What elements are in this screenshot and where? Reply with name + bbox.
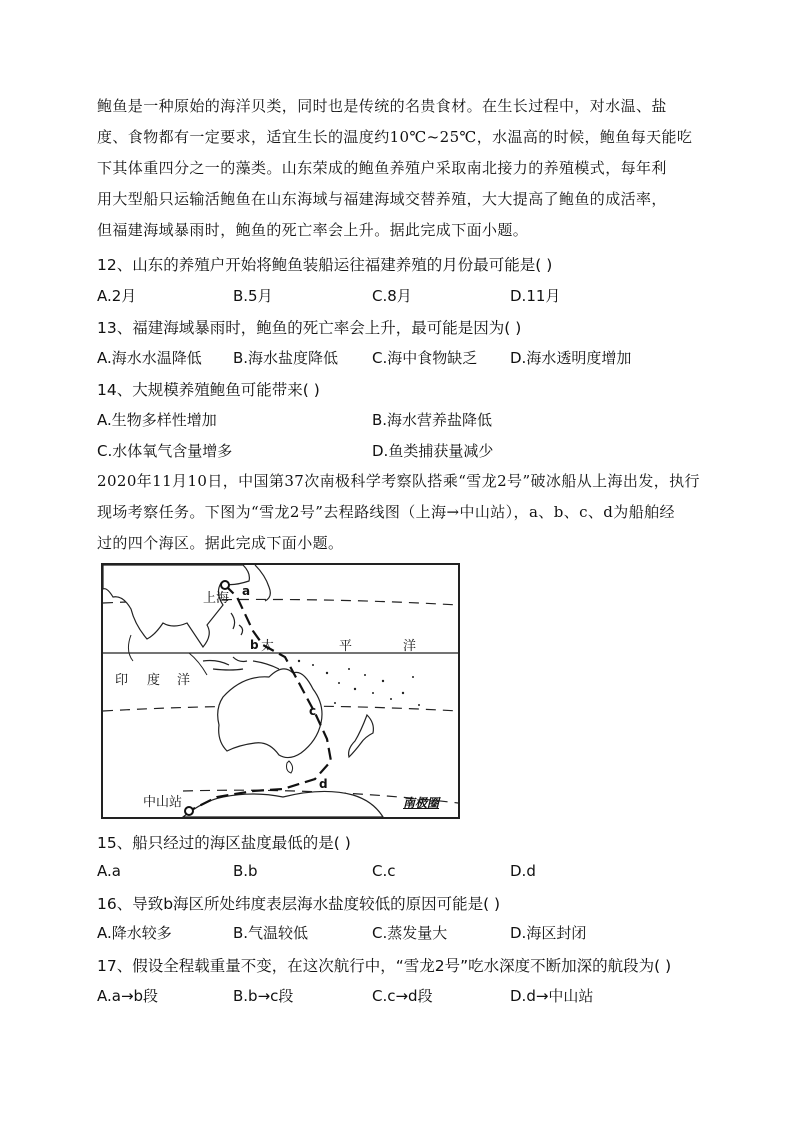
q14-option-a[interactable]: A.生物多样性增加 [97, 411, 217, 429]
japan-islands [255, 565, 270, 601]
q12-option-d[interactable]: D.11月 [510, 287, 561, 305]
point-a-label: a [242, 584, 251, 598]
q14-option-c[interactable]: C.水体氧气含量增多 [97, 442, 233, 460]
q16-option-c[interactable]: C.蒸发量大 [372, 924, 448, 942]
q15-option-c[interactable]: C.c [372, 862, 396, 880]
passage-line: 但福建海域暴雨时，鲍鱼的死亡率会上升。据此完成下面小题。 [97, 221, 529, 239]
shanghai-label: 上海 [203, 591, 230, 606]
q17-option-c[interactable]: C.c→d段 [372, 987, 433, 1005]
point-d-label: d [319, 777, 328, 791]
q12-option-a[interactable]: A.2月 [97, 287, 137, 305]
q13-option-c[interactable]: C.海中食物缺乏 [372, 349, 478, 367]
question-15: 15、船只经过的海区盐度最低的是( ) [97, 834, 351, 852]
passage-line: 鲍鱼是一种原始的海洋贝类，同时也是传统的名贵食材。在生长过程中，对水温、盐 [97, 97, 667, 115]
new-zealand [349, 715, 374, 757]
indian-label-1: 印 [115, 673, 129, 688]
q16-option-b[interactable]: B.气温较低 [233, 924, 309, 942]
pacific-label-3: 洋 [403, 639, 417, 654]
australia-landmass [218, 669, 322, 758]
q12-option-b[interactable]: B.5月 [233, 287, 273, 305]
passage-line: 度、食物都有一定要求，适宜生长的温度约10℃~25℃，水温高的时候，鲍鱼每天能吃 [97, 128, 693, 146]
q15-option-b[interactable]: B.b [233, 862, 258, 880]
q13-option-b[interactable]: B.海水盐度降低 [233, 349, 339, 367]
q17-option-d[interactable]: D.d→中山站 [510, 987, 594, 1005]
antarctic-circle-label: 南极圈 [403, 796, 440, 810]
pacific-label-2: 平 [339, 639, 353, 654]
question-17: 17、假设全程载重量不变，在这次航行中，“雪龙2号”吃水深度不断加深的航段为( ) [97, 957, 672, 975]
indian-label-3: 洋 [177, 673, 191, 688]
sumatra [189, 653, 207, 675]
zhongshan-label: 中山站 [143, 795, 183, 810]
q16-option-a[interactable]: A.降水较多 [97, 924, 172, 942]
point-b-label: b [250, 638, 259, 652]
q13-option-d[interactable]: D.海水透明度增加 [510, 349, 632, 367]
question-16: 16、导致b海区所处纬度表层海水盐度较低的原因可能是( ) [97, 895, 501, 913]
point-c-label: c [309, 704, 317, 718]
q14-option-b[interactable]: B.海水营养盐降低 [372, 411, 493, 429]
q17-option-a[interactable]: A.a→b段 [97, 987, 159, 1005]
passage-line: 现场考察任务。下图为“雪龙2号”去程路线图（上海→中山站），a、b、c、d为船舶经 [97, 503, 675, 521]
q13-option-a[interactable]: A.海水水温降低 [97, 349, 202, 367]
q12-option-c[interactable]: C.8月 [372, 287, 412, 305]
route-map-drawing [103, 565, 458, 817]
india-tip [128, 635, 133, 661]
q17-option-b[interactable]: B.b→c段 [233, 987, 294, 1005]
xuelong-passage [97, 466, 700, 559]
question-13: 13、福建海域暴雨时，鲍鱼的死亡率会上升，最可能是因为( ) [97, 319, 522, 337]
passage-line: 用大型船只运输活鲍鱼在山东海域与福建海域交替养殖，大大提高了鲍鱼的成活率， [97, 190, 667, 208]
antarctica-landmass [183, 791, 383, 817]
q15-option-d[interactable]: D.d [510, 862, 536, 880]
indian-label-2: 度 [147, 673, 161, 688]
q15-option-a[interactable]: A.a [97, 862, 121, 880]
zhongshan-marker [185, 807, 193, 815]
passage-line: 2020年11月10日，中国第37次南极科学考察队搭乘“雪龙2号”破冰船从上海出发，执行 [97, 472, 700, 490]
pacific-label-1: 太 [261, 639, 275, 654]
passage-line: 下其体重四分之一的藻类。山东荣成的鲍鱼养殖户采取南北接力的养殖模式，每年利 [97, 159, 667, 177]
route-map [101, 563, 460, 819]
question-14: 14、大规模养殖鲍鱼可能带来( ) [97, 381, 320, 399]
abalone-passage [97, 91, 695, 246]
question-12: 12、山东的养殖户开始将鲍鱼装船运往福建养殖的月份最可能是( ) [97, 256, 553, 274]
asia-landmass [103, 565, 249, 647]
q16-option-d[interactable]: D.海区封闭 [510, 924, 587, 942]
q14-option-d[interactable]: D.鱼类捕获量减少 [372, 442, 494, 460]
passage-line: 过的四个海区。据此完成下面小题。 [97, 534, 344, 552]
tasmania [287, 761, 293, 773]
